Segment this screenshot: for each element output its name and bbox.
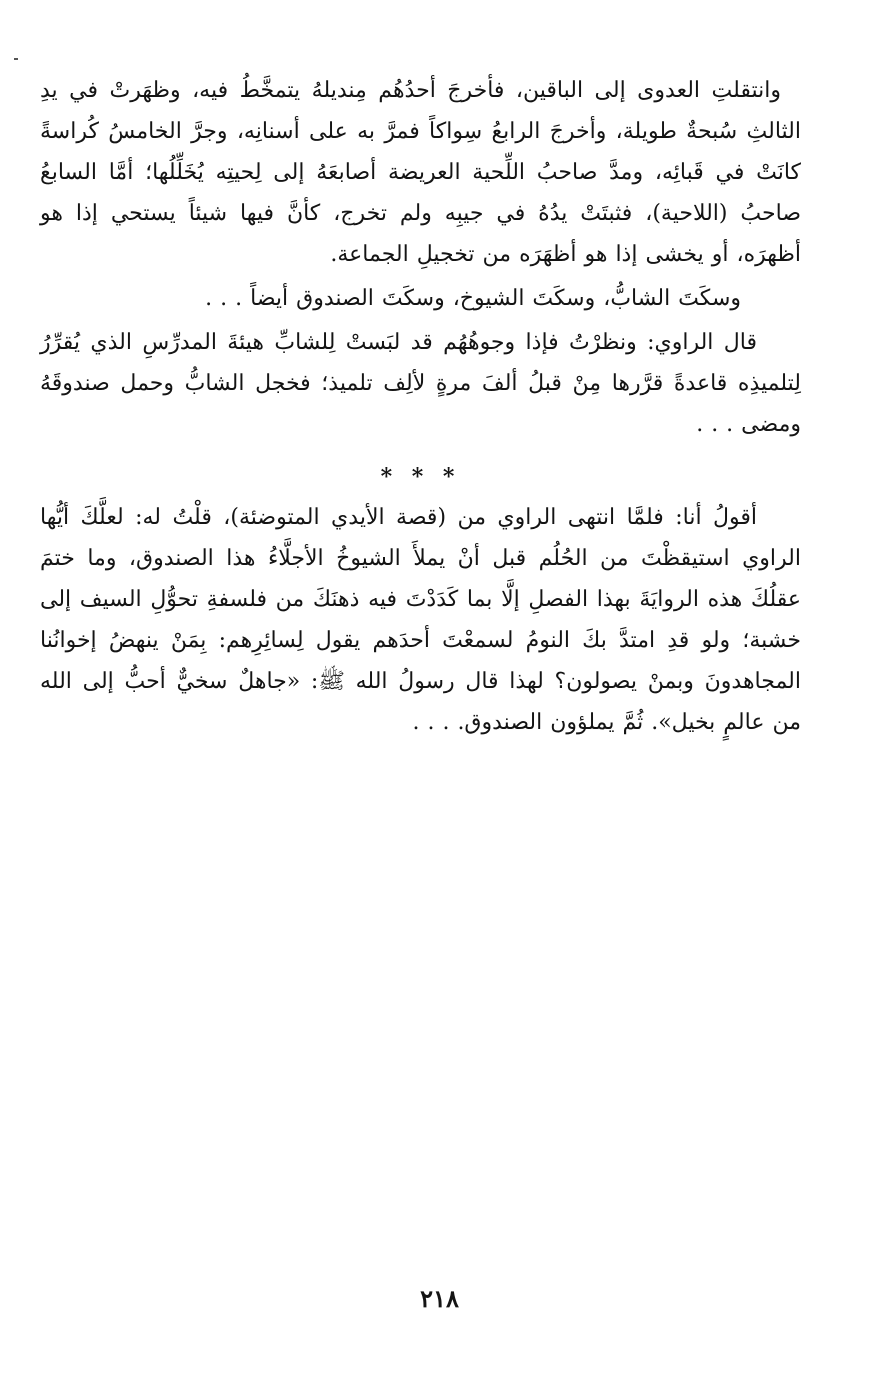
- text-column: [40, 70, 801, 743]
- scan-speck: [14, 58, 18, 60]
- page-number: ٢١٨: [420, 1284, 459, 1313]
- paragraph-narrator: قال الراوي: ونظرْتُ فإذا وجوهُهُم قد لبَستْ لِلشابِّ هيئةَ المدرِّسِ الذي يُقرِّرُ لِتلميذِه قاعدةً قرَّرها مِنْ قبلُ ألفَ مرةٍ لألِف تلميذ؛ فخجل الشابُّ وحمل صندوقَهُ ومضى . . .: [40, 330, 801, 437]
- paragraph-author-reply: أقولُ أنا: فلمَّا انتهى الراوي من (قصة الأيدي المتوضئة)، قلْتُ له: لعلَّكَ أيُّها الراوي استيقظْتَ من الحُلُم قبل أنْ يملأَ الشيوخُ الأجلَّاءُ هذا الصندوق، وما ختمَ عقلُكَ هذه الروايَةَ بهذا الفصلِ إلَّا بما كَدَدْتَ فيه ذهنَكَ من فلسفةِ تحوُّلِ السيف إلى خشبة؛ ولو قدِ امتدَّ بكَ النومُ لسمعْتَ أحدَهم يقول لِسائِرِهم: بِمَنْ ينهضُ إخوانُنا المجاهدونَ وبمنْ يصولون؟ لهذا قال رسولُ الله ﷺ: «جاهلٌ سخيٌّ أحبُّ إلى الله من عالمٍ بخيل». ثُمَّ يملؤون الصندوق. . . .: [40, 505, 801, 735]
- section-separator: * * *: [380, 464, 461, 490]
- paragraph-silence: وسكَتَ الشابُّ، وسكَتَ الشيوخ، وسكَتَ الصندوق أيضاً . . .: [205, 286, 741, 311]
- paragraph-contagion: وانتقلتِ العدوى إلى الباقين، فأخرجَ أحدُهُم مِنديلهُ يتمخَّطُ فيه، وظهَرتْ في يدِ الثالثِ سُبحةٌ طويلة، وأخرجَ الرابعُ سِواكاً فمرَّ به على أسنانِه، وجرَّ الخامسُ كُراسةً كانَتْ في قَبائِه، ومدَّ صاحبُ اللِّحية العريضة أصابعَهُ إلى لِحيتِه يُخَلِّلُها؛ أمَّا السابعُ صاحبُ (اللاحية)، فثبتَتْ يدُهُ في جيبِه ولم تخرج، كأنَّ فيها شيئاً يستحي إذا هو أظهرَه، أو يخشى إذا هو أظهَرَه من تخجيلِ الجماعة.: [40, 78, 801, 267]
